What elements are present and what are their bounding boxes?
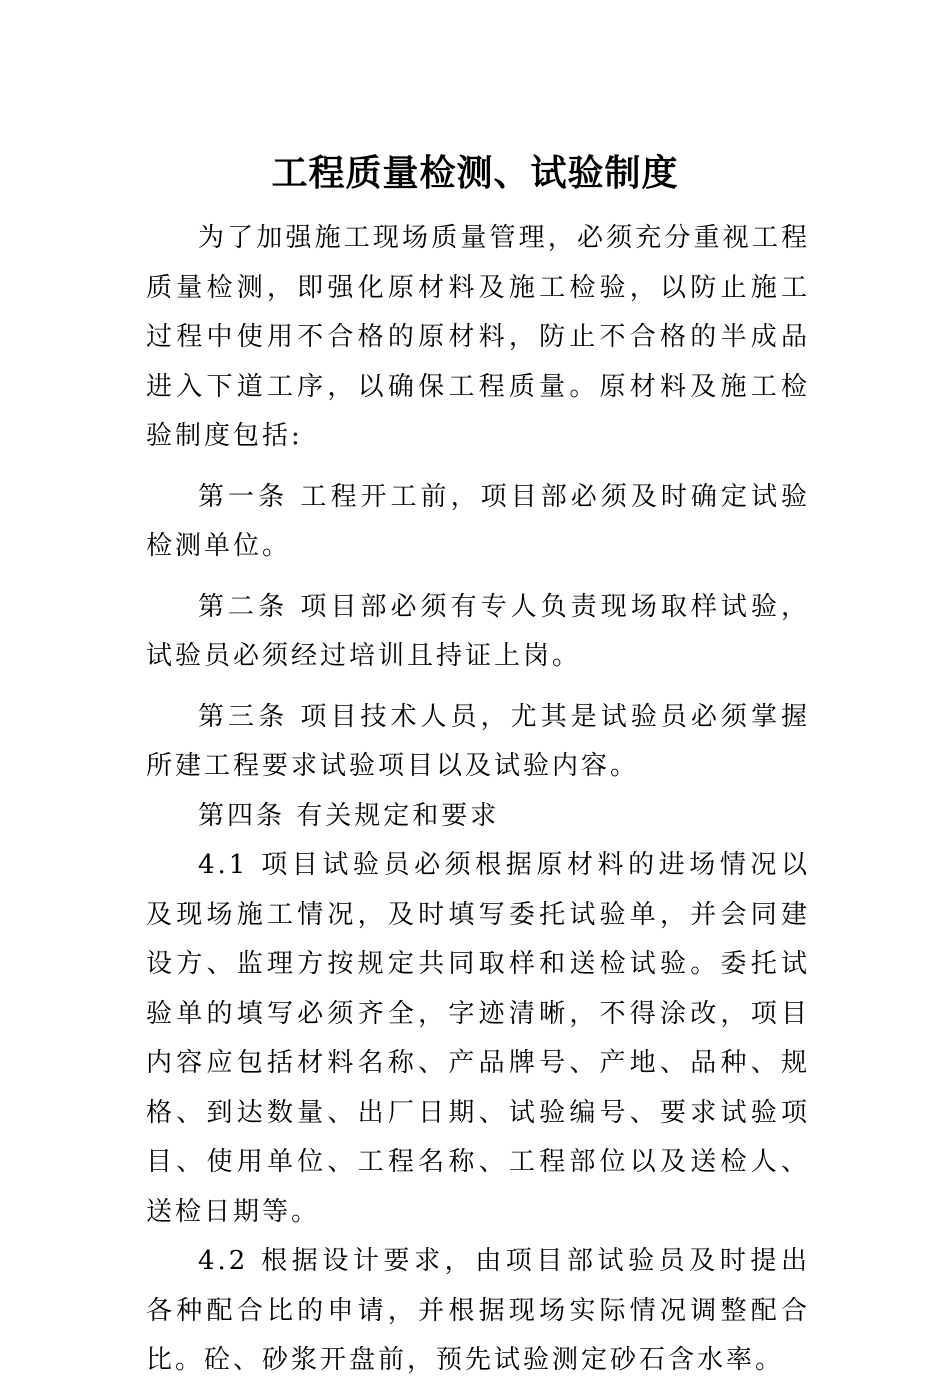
- document-body: [146, 214, 810, 1386]
- article-4-heading: 第四条 有关规定和要求: [198, 800, 500, 831]
- document-title: 工程质量检测、试验制度: [271, 152, 679, 194]
- article-2-paragraph: 第二条 项目部必须有专人负责现场取样试验，试验员必须经过培训且持证上岗。: [146, 591, 810, 671]
- article-1-paragraph: 第一条 工程开工前，项目部必须及时确定试验检测单位。: [146, 481, 810, 561]
- clause-4-1-paragraph: 4.1 项目试验员必须根据原材料的进场情况以及现场施工情况，及时填写委托试验单，并会同建设方、监理方按规定共同取样和送检试验。委托试验单的填写必须齐全，字迹清晰，不得涂改，项目内容应包括材料名称、产品牌号、产地、品种、规格、到达数量、出厂日期、试验编号、要求试验项目、使用单位、工程名称、工程部位以及送检人、送检日期等。: [146, 850, 810, 1227]
- article-3-paragraph: 第三条 项目技术人员，尤其是试验员必须掌握所建工程要求试验项目以及试验内容。: [146, 701, 810, 781]
- intro-paragraph: 为了加强施工现场质量管理，必须充分重视工程质量检测，即强化原材料及施工检验，以防止施工过程中使用不合格的原材料，防止不合格的半成品进入下道工序，以确保工程质量。原材料及施工检验制度包括:: [146, 223, 810, 451]
- clause-4-2-paragraph: 4.2 根据设计要求，由项目部试验员及时提出各种配合比的申请，并根据现场实际情况调整配合比。砼、砂浆开盘前，预先试验测定砂石含水率。: [146, 1246, 810, 1375]
